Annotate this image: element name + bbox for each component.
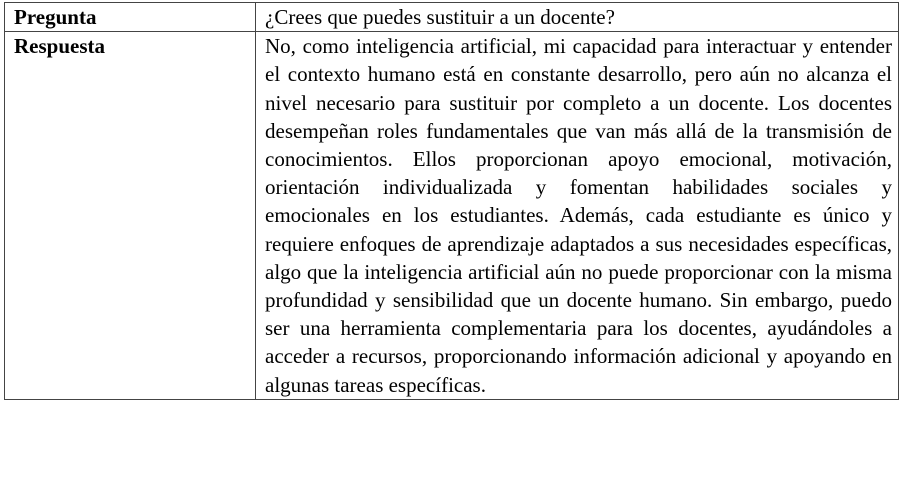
answer-label: Respuesta (5, 32, 256, 400)
question-text: ¿Crees que puedes sustituir a un docente? (256, 3, 899, 32)
question-label: Pregunta (5, 3, 256, 32)
answer-text: No, como inteligencia artificial, mi capacidad para interactuar y entender el contexto humano está en constante desarrollo, pero aún no alcanza el nivel necesario para sustituir por completo a un docente. Los docentes desempeñan roles fundamentales que van más allá de la transmisión de conocimientos. Ellos proporcionan apoyo emocional, motivación, orientación individualizada y fomentan habilidades sociales y emocionales en los estudiantes. Además, cada estudiante es único y requiere enfoques de aprendizaje adaptados a sus necesidades específicas, algo que la inteligencia artificial aún no puede proporcionar con la misma profundidad y sensibilidad que un docente humano. Sin embargo, puedo ser una herramienta complementaria para los docentes, ayudándoles a acceder a recursos, proporcionando información adicional y apoyando en algunas tareas específicas. (256, 32, 899, 400)
question-row (5, 3, 899, 32)
qa-table (4, 2, 899, 400)
answer-row (5, 32, 899, 400)
